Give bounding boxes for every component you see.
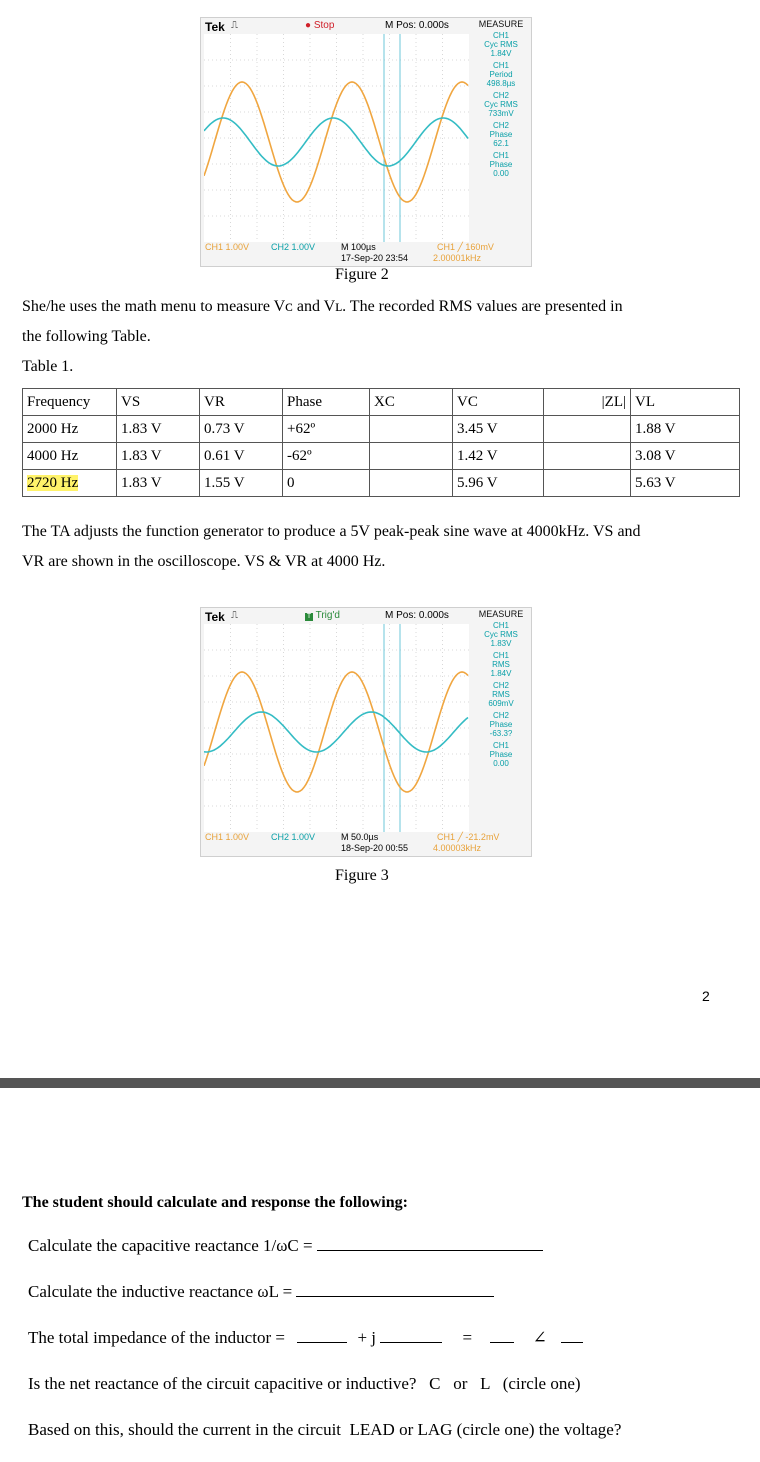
measure-item	[473, 31, 529, 58]
cell-xc	[370, 470, 453, 497]
header-xc: XC	[370, 389, 453, 416]
answer-blank[interactable]	[296, 1282, 494, 1297]
measure-value: 609mV	[488, 699, 514, 708]
paragraph-2-line-2: VR are shown in the oscilloscope. VS & VR at 4000 Hz.	[22, 553, 386, 570]
waveform-grid	[204, 624, 469, 832]
ch1-scale: CH1 1.00V	[205, 832, 250, 842]
measure-panel	[473, 20, 529, 181]
ch1-scale: CH1 1.00V	[205, 242, 250, 252]
ch1-trace	[204, 672, 468, 792]
measure-ch: CH1	[492, 651, 509, 660]
header-vs: VS	[117, 389, 200, 416]
question-lead-lag: Based on this, should the current in the circuit LEAD or LAG (circle one) the voltage?	[28, 1420, 622, 1439]
mpos-label: M Pos: 0.000s	[385, 610, 449, 621]
date-stamp: 17-Sep-20 23:54	[341, 253, 409, 263]
cell-zl	[544, 470, 631, 497]
measure-label: Cyc RMS	[484, 40, 518, 49]
question-text: The total impedance of the inductor =	[28, 1328, 285, 1347]
cell-frequency: 4000 Hz	[23, 443, 117, 470]
brand-label: Tek	[205, 20, 225, 34]
status-indicator	[305, 610, 340, 621]
question-text: Calculate the capacitive reactance 1/ωC =	[28, 1236, 313, 1255]
measure-item	[473, 91, 529, 118]
measure-label: Phase	[489, 160, 513, 169]
measure-ch: CH1	[492, 61, 509, 70]
measure-label: Phase	[489, 720, 513, 729]
measure-ch: CH1	[492, 741, 509, 750]
question-capacitive-reactance	[28, 1236, 543, 1256]
answer-blank[interactable]	[317, 1236, 543, 1251]
status-text: Trig'd	[315, 610, 340, 621]
questions-heading: The student should calculate and response the following:	[22, 1194, 408, 1211]
header-vr: VR	[200, 389, 283, 416]
frequency-readout: 2.00001kHz	[433, 253, 482, 263]
angle-icon: ∠	[532, 1328, 547, 1347]
measure-label: Period	[489, 70, 513, 79]
cell-vr: 0.73 V	[200, 416, 283, 443]
cell-zl	[544, 443, 631, 470]
measure-item	[473, 741, 529, 768]
table-row	[23, 470, 740, 497]
table-1	[22, 388, 740, 497]
measure-value: 1.83V	[490, 639, 512, 648]
angle-blank[interactable]	[561, 1328, 583, 1343]
paragraph-1-line-1: She/he uses the math menu to measure Vᴄ and Vʟ. The recorded RMS values are presented in	[22, 298, 623, 315]
pulse-icon: ⎍	[231, 20, 238, 31]
ch2-scale: CH2 1.00V	[271, 832, 316, 842]
paragraph-2	[22, 517, 641, 577]
highlighted-frequency: 2720 Hz	[27, 474, 79, 491]
cell-phase: +62º	[283, 416, 370, 443]
cell-vl: 1.88 V	[631, 416, 740, 443]
measure-ch: CH2	[492, 121, 509, 130]
status-indicator: ● Stop	[305, 20, 335, 31]
frequency-readout: 4.00003kHz	[433, 843, 482, 853]
oscilloscope-figure-2	[200, 17, 532, 267]
brand-label: Tek	[205, 610, 225, 624]
magnitude-blank[interactable]	[490, 1328, 514, 1343]
measure-label: Phase	[489, 130, 513, 139]
ch1-trace	[204, 82, 468, 202]
figure-2-caption: Figure 2	[335, 266, 389, 283]
waveform-plot	[204, 624, 469, 832]
measure-label: Cyc RMS	[484, 100, 518, 109]
measure-item	[473, 681, 529, 708]
paragraph-2-line-1: The TA adjusts the function generator to produce a 5V peak-peak sine wave at 4000kHz. VS and	[22, 523, 641, 540]
cell-frequency: 2000 Hz	[23, 416, 117, 443]
measure-panel	[473, 610, 529, 771]
measure-label: Phase	[489, 750, 513, 759]
cell-vc: 3.45 V	[453, 416, 544, 443]
measure-item	[473, 621, 529, 648]
table-row	[23, 443, 740, 470]
trigger-icon: T	[306, 613, 312, 620]
question-net-reactance: Is the net reactance of the circuit capacitive or inductive? C or L (circle one)	[28, 1374, 581, 1393]
question-text: Calculate the inductive reactance ωL =	[28, 1282, 293, 1301]
equals-sign: =	[462, 1328, 473, 1347]
header-phase: Phase	[283, 389, 370, 416]
header-frequency: Frequency	[23, 389, 117, 416]
paragraph-1	[22, 292, 623, 382]
measure-value: 498.8µs	[486, 79, 516, 88]
pulse-icon: ⎍	[231, 610, 238, 621]
cell-vr: 0.61 V	[200, 443, 283, 470]
table-header-row	[23, 389, 740, 416]
question-total-impedance	[28, 1328, 583, 1348]
header-zl: |ZL|	[544, 389, 631, 416]
measure-label: RMS	[492, 660, 510, 669]
paragraph-1-line-2: the following Table.	[22, 328, 151, 345]
cell-vc: 5.96 V	[453, 470, 544, 497]
question-inductive-reactance	[28, 1282, 494, 1302]
timebase: M 100µs	[341, 242, 376, 252]
cell-phase: -62º	[283, 443, 370, 470]
measure-value: 0.00	[493, 169, 509, 178]
table-label: Table 1.	[22, 358, 74, 375]
cell-xc	[370, 443, 453, 470]
status-text: Stop	[313, 20, 335, 31]
measure-ch: CH2	[492, 91, 509, 100]
date-stamp: 18-Sep-20 00:55	[341, 843, 409, 853]
measure-item	[473, 61, 529, 88]
waveform-grid	[204, 34, 469, 242]
measure-label: Cyc RMS	[484, 630, 518, 639]
measure-ch: CH1	[492, 151, 509, 160]
measure-label: RMS	[492, 690, 510, 699]
cell-vs: 1.83 V	[117, 443, 200, 470]
trigger-level: CH1 ╱ -21.2mV	[437, 832, 500, 842]
cell-vs: 1.83 V	[117, 470, 200, 497]
plus-j-label: + j	[357, 1328, 377, 1347]
measure-item	[473, 151, 529, 178]
page-separator	[0, 1078, 760, 1088]
measure-item	[473, 651, 529, 678]
header-vl: VL	[631, 389, 740, 416]
measure-value: 1.84V	[490, 49, 512, 58]
cell-vc: 1.42 V	[453, 443, 544, 470]
header-vc: VC	[453, 389, 544, 416]
imaginary-part-blank[interactable]	[380, 1328, 442, 1343]
measure-header: MEASURE	[478, 19, 524, 29]
measure-value: 62.1	[493, 139, 509, 148]
table-row	[23, 416, 740, 443]
timebase: M 50.0µs	[341, 832, 379, 842]
waveform-plot	[204, 34, 469, 242]
measure-ch: CH2	[492, 681, 509, 690]
measure-ch: CH1	[492, 31, 509, 40]
cell-vl: 3.08 V	[631, 443, 740, 470]
cell-phase: 0	[283, 470, 370, 497]
trigger-level: CH1 ╱ 160mV	[437, 242, 494, 252]
measure-value: -63.3?	[489, 729, 513, 738]
cell-vs: 1.83 V	[117, 416, 200, 443]
cell-frequency	[23, 470, 117, 497]
ch2-scale: CH2 1.00V	[271, 242, 316, 252]
measure-ch: CH2	[492, 711, 509, 720]
measure-value: 1.84V	[490, 669, 512, 678]
measure-ch: CH1	[492, 621, 509, 630]
figure-3-caption: Figure 3	[335, 867, 389, 884]
measure-item	[473, 121, 529, 148]
measure-value: 0.00	[493, 759, 509, 768]
real-part-blank[interactable]	[297, 1328, 347, 1343]
measure-item	[473, 711, 529, 738]
cell-vl: 5.63 V	[631, 470, 740, 497]
cell-xc	[370, 416, 453, 443]
page-number: 2	[702, 988, 710, 1004]
oscilloscope-figure-3	[200, 607, 532, 857]
measure-header: MEASURE	[478, 609, 524, 619]
measure-value: 733mV	[488, 109, 514, 118]
mpos-label: M Pos: 0.000s	[385, 20, 449, 31]
cell-vr: 1.55 V	[200, 470, 283, 497]
cell-zl	[544, 416, 631, 443]
